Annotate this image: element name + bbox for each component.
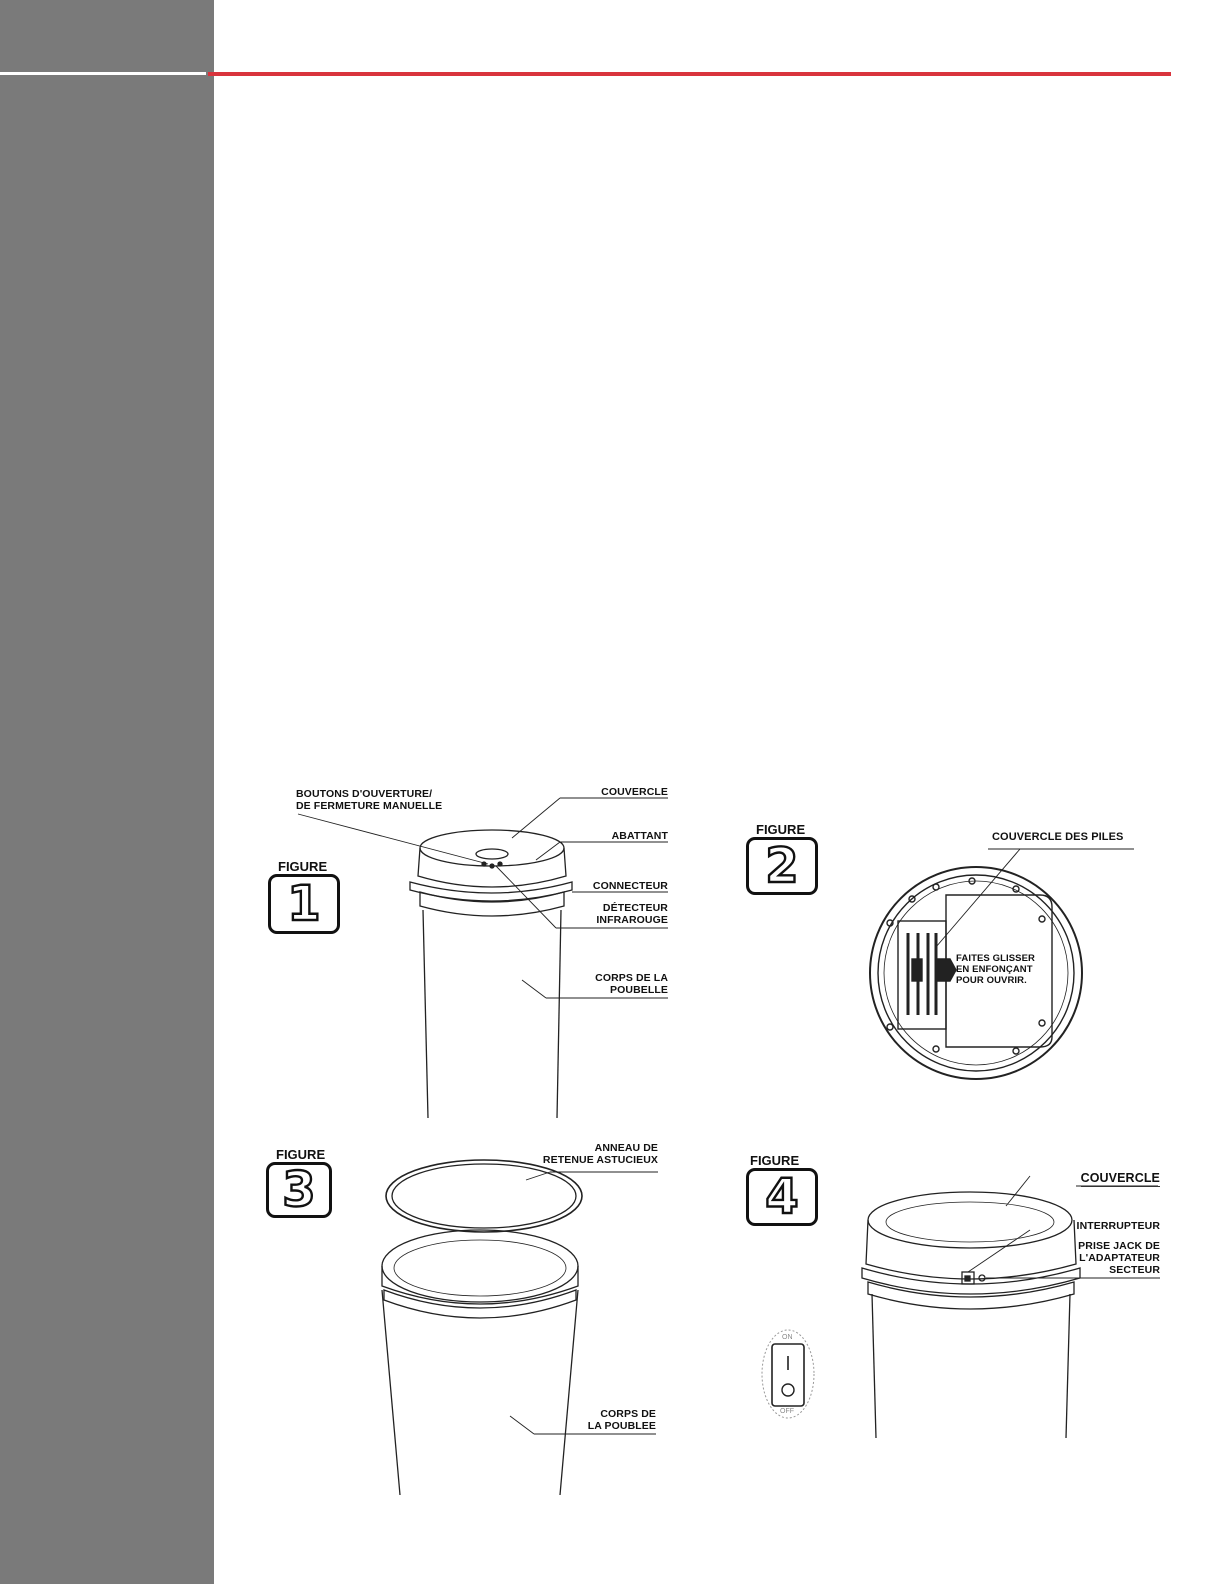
header-rule <box>208 72 1171 76</box>
figure-1-label-connector: CONNECTEUR <box>592 880 668 892</box>
figure-1-label-flap: ABATTANT <box>611 830 668 842</box>
figure-3-ring-and-body-drawing <box>260 1140 690 1495</box>
figure-1-label-manual-buttons: BOUTONS D'OUVERTURE/ DE FERMETURE MANUELLE <box>296 788 443 812</box>
switch-off-label: OFF <box>780 1408 794 1415</box>
figure-4-label-lid <box>1081 1172 1160 1184</box>
figure-1-label-lid: COUVERCLE <box>601 786 668 798</box>
figure-1-panel <box>260 780 690 1120</box>
figure-4-panel <box>740 1148 1170 1440</box>
switch-on-label: ON <box>782 1334 793 1341</box>
figure-4-heading: FIGURE <box>750 1153 800 1168</box>
figure-4-lid-and-switch-drawing <box>740 1148 1170 1440</box>
figure-4-number: 4 <box>765 1169 799 1225</box>
figure-3-number: 3 <box>282 1162 316 1218</box>
figure-2-label-slide-instruction: FAITES GLISSER EN ENFONÇANT POUR OUVRIR. <box>956 953 1035 986</box>
sidebar-band <box>0 0 214 1584</box>
figure-4-lid-text: COUVERCLE <box>1080 1171 1160 1185</box>
figure-3-label-body: CORPS DE LA POUBLEE <box>587 1408 656 1432</box>
figure-4-label-switch: INTERRUPTEUR <box>1076 1220 1160 1232</box>
figure-4-label-adapter-jack: PRISE JACK DE L'ADAPTATEUR SECTEUR <box>1078 1240 1160 1276</box>
figure-2-panel <box>740 815 1150 1085</box>
figure-3-panel <box>260 1140 690 1495</box>
figure-2-label-battery-cover: COUVERCLE DES PILES <box>992 831 1124 843</box>
figure-2-heading: FIGURE <box>756 822 806 837</box>
figure-3-heading: FIGURE <box>276 1147 326 1162</box>
figure-2-lid-underside-drawing <box>740 815 1150 1085</box>
figure-3-label-retaining-ring: ANNEAU DE RETENUE ASTUCIEUX <box>542 1142 658 1166</box>
figure-1-label-body: CORPS DE LA POUBELLE <box>595 972 668 996</box>
figure-2-number: 2 <box>765 838 799 894</box>
sidebar-divider <box>0 72 206 75</box>
figure-1-number: 1 <box>287 876 321 932</box>
figure-1-label-ir-sensor: DÉTECTEUR INFRAROUGE <box>596 902 668 926</box>
figure-1-heading: FIGURE <box>278 859 328 874</box>
